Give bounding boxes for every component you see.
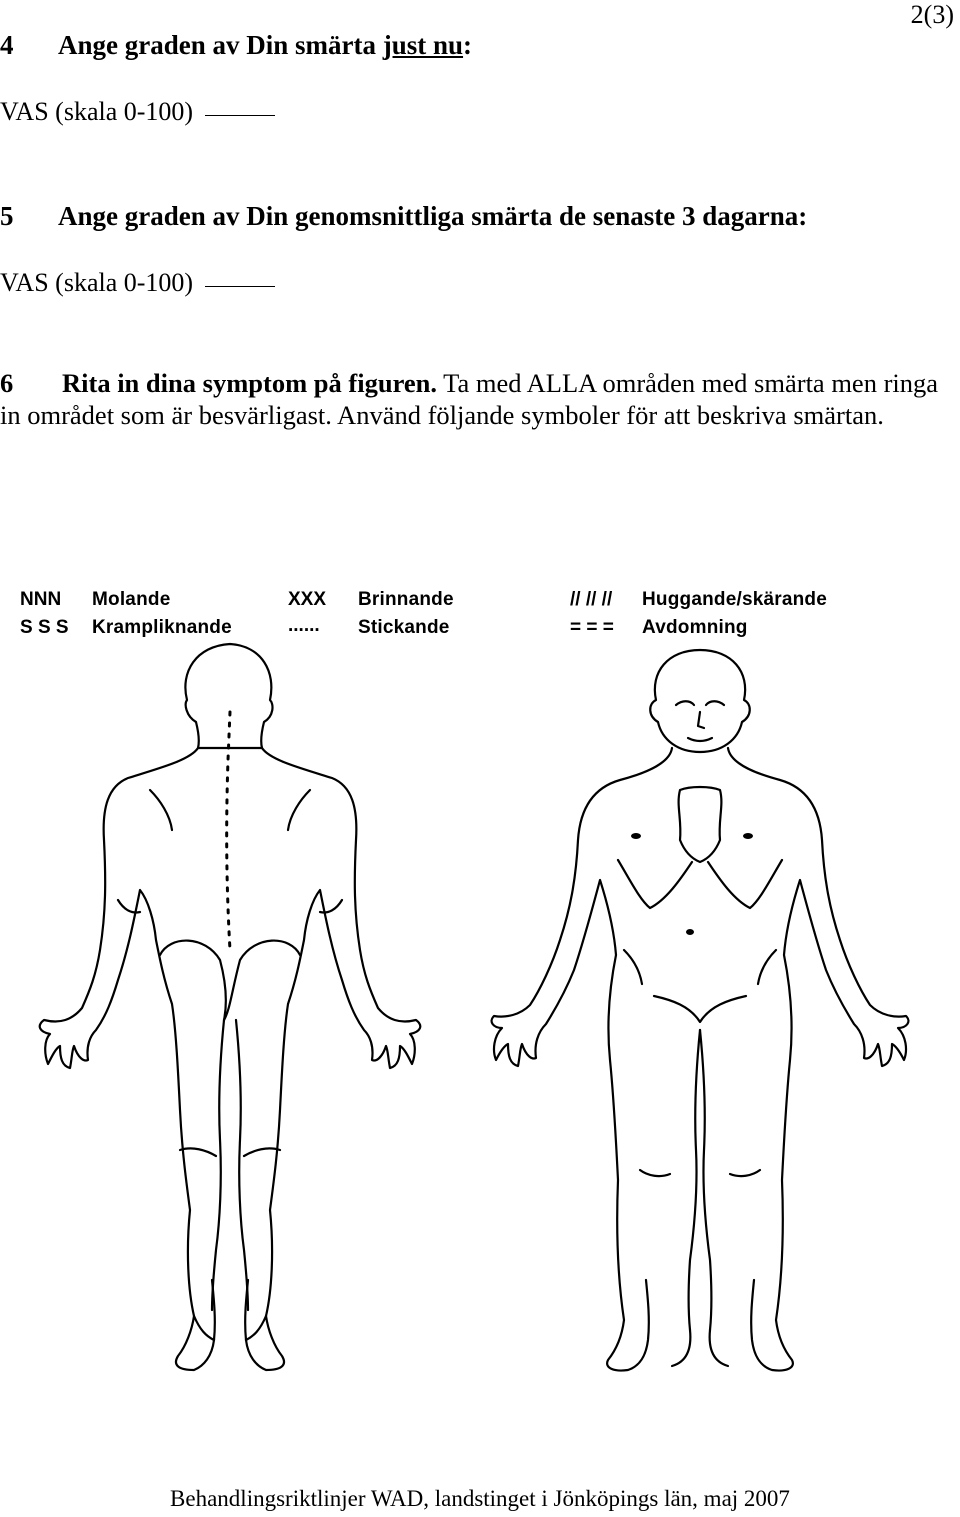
question-4-vas-label: VAS (skala 0-100) [0,97,194,126]
legend-label-stickande: Stickande [358,617,450,638]
question-6-number: 6 [0,368,14,398]
body-figure-front [492,650,909,1371]
legend-symbol-avdomning: = = = [570,617,614,638]
question-6-plain-text: Ta med ALLA områden med smärta men ringa in området som är besvärligast. Använd följande symboler för att beskriva smärtan. [0,368,939,430]
front-body-marks [631,833,753,935]
question-4-colon: : [463,30,473,60]
body-figure-back [40,644,421,1370]
question-4-vas [0,97,275,127]
question-4-underlined: just nu [382,30,464,60]
question-5-vas-blank[interactable] [205,285,275,287]
legend-symbol-krampliknande: S S S [20,617,69,638]
legend-label-molande: Molande [92,589,171,610]
question-4-text: Ange graden av Din smärta [58,30,383,60]
legend-label-huggande: Huggande/skärande [642,589,828,610]
question-5-number: 5 [0,201,14,231]
question-6 [0,368,950,431]
legend-symbol-brinnande: XXX [288,589,327,610]
legend-label-avdomning: Avdomning [642,617,748,638]
legend-symbol-huggande: // // // [570,589,613,610]
footer: Behandlingsriktlinjer WAD, landstinget i Jönköpings län, maj 2007 [170,1486,790,1511]
question-6-bold-text: Rita in dina symptom på figuren. [62,368,437,398]
question-5-text: Ange graden av Din genomsnittliga smärta de senaste 3 dagarna: [58,201,808,231]
question-4-number: 4 [0,30,14,60]
question-5-vas [0,268,275,298]
legend-symbol-molande: NNN [20,589,62,610]
question-4 [0,30,472,61]
body-diagram[interactable] [0,630,960,1390]
legend-label-brinnande: Brinnande [358,589,454,610]
spine-dots [227,712,230,950]
page-number: 2(3) [910,0,954,29]
legend-symbol-stickande: ...... [288,615,320,636]
legend-label-krampliknande: Krampliknande [92,617,232,638]
question-5-vas-label: VAS (skala 0-100) [0,268,194,297]
question-5 [0,201,807,232]
question-4-vas-blank[interactable] [205,114,275,116]
